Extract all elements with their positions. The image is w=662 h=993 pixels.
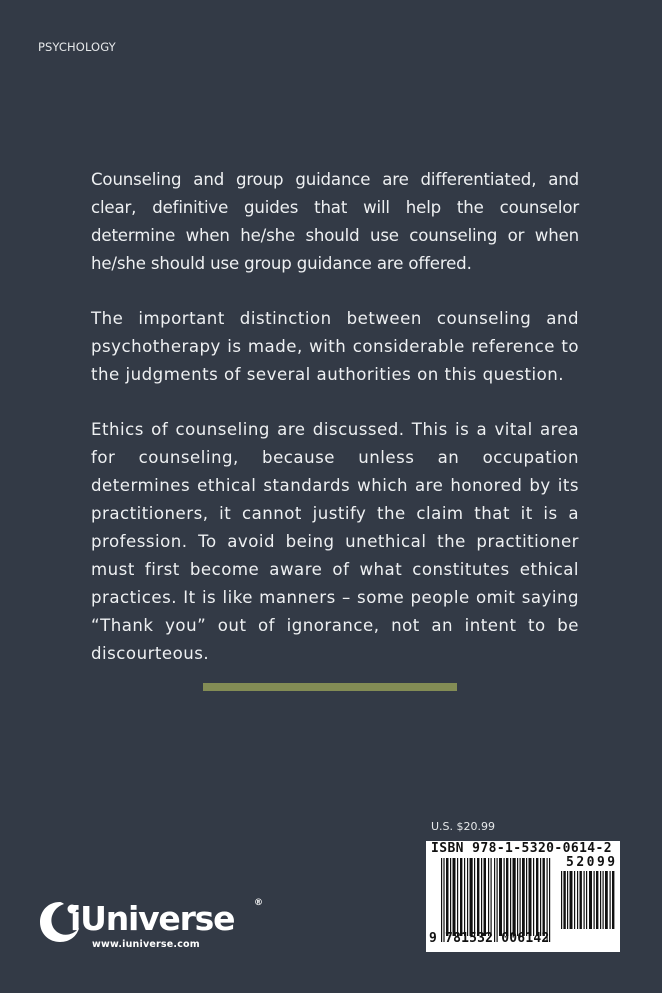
back-cover-blurb xyxy=(91,166,579,695)
category-label: PSYCHOLOGY xyxy=(38,40,116,54)
blurb-paragraph-1: Counseling and group guidance are differentiated, and clear, definitive guides that will help the counselor determine when he/she should use counseling or when he/she should use group guidance are offered. xyxy=(91,170,579,273)
publisher-logo xyxy=(40,896,270,956)
isbn-label: ISBN 978-1-5320-0614-2 xyxy=(431,841,612,856)
isbn-barcode xyxy=(426,841,620,952)
publisher-url: www.iuniverse.com xyxy=(92,939,200,950)
barcode-bars-icon xyxy=(441,858,552,942)
isbn-digits: 9 781532 006142 xyxy=(429,931,550,946)
blurb-paragraph-3: Ethics of counseling are discussed. This is a vital area for counseling, because unless an occupation determines ethical standards which are honored by its practitioners, it cannot justify the claim that it is a profession. To avoid being unethical the practitioner must first become aware of what constitutes ethical practices. It is like manners – some people omit saying “Thank you” out of ignorance, not an intent to be discourteous. xyxy=(91,420,579,663)
price-addon-code: 52099 xyxy=(566,855,618,870)
blurb-paragraph-2: The important distinction between counseling and psychotherapy is made, with considerable reference to the judgments of several authorities on this question. xyxy=(91,309,579,384)
addon-barcode-bars-icon xyxy=(561,871,616,929)
price-label: U.S. $20.99 xyxy=(431,820,496,833)
publisher-name: iUniverse xyxy=(70,899,235,938)
decorative-divider xyxy=(203,683,457,691)
registered-mark: ® xyxy=(254,898,263,908)
